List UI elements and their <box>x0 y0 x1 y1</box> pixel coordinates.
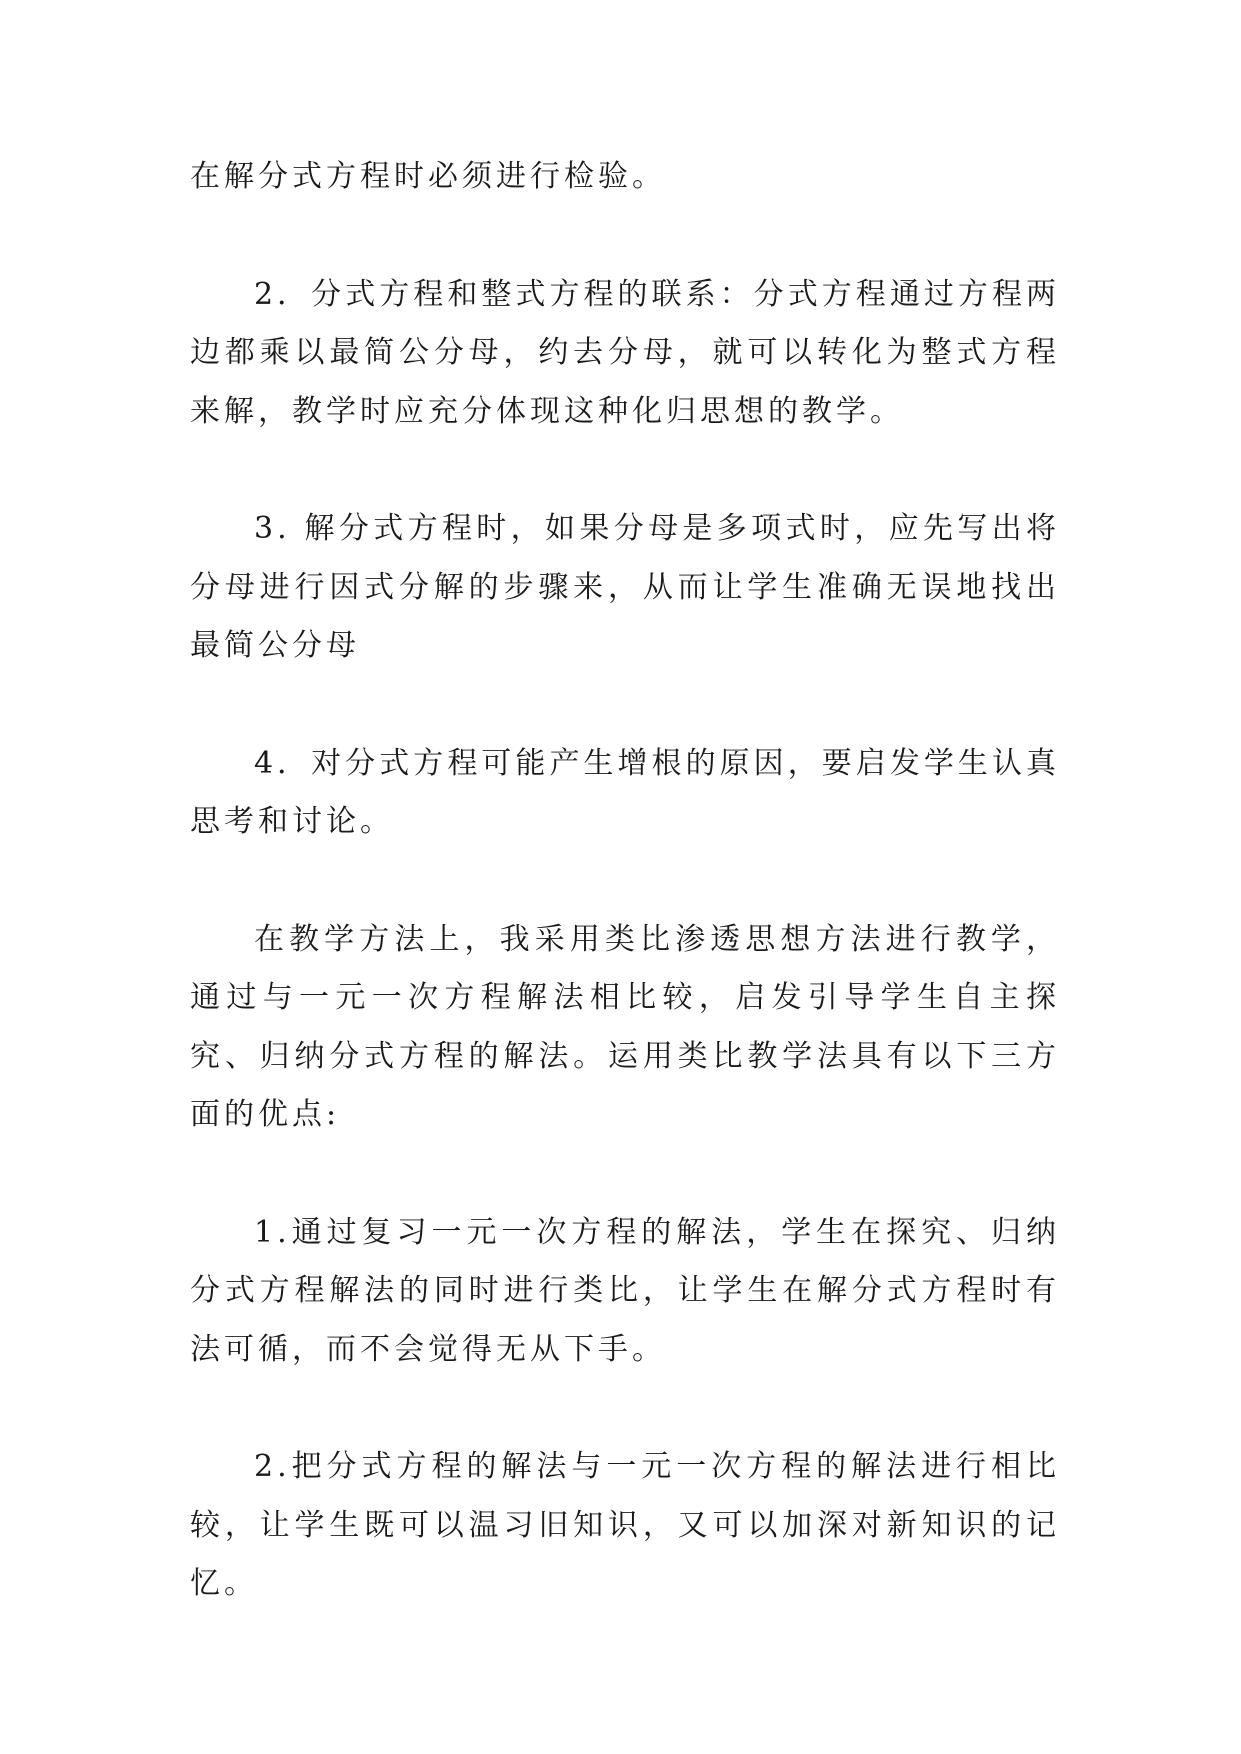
paragraph-point-4-extraneous-root: 4．对分式方程可能产生增根的原因，要启发学生认真思考和讨论。 <box>190 745 1060 839</box>
paragraph-point-3-denominator: 3. 解分式方程时，如果分母是多项式时，应先写出将分母进行因式分解的步骤来，从而让学生准确无误地找出最简公分母 <box>190 511 1060 663</box>
paragraph-advantage-1: 1.通过复习一元一次方程的解法，学生在探究、归纳分式方程解法的同时进行类比，让学生在解分式方程时有法可循，而不会觉得无从下手。 <box>190 1214 1060 1367</box>
paragraph-check-solution: 在解分式方程时必须进行检验。 <box>190 159 666 194</box>
paragraph-point-2-relation: 2．分式方程和整式方程的联系：分式方程通过方程两边都乘以最简公分母，约去分母，就可以转化为整式方程来解，教学时应充分体现这种化归思想的教学。 <box>190 276 1060 429</box>
paragraph-advantage-2: 2.把分式方程的解法与一元一次方程的解法进行相比较，让学生既可以温习旧知识，又可以加深对新知识的记忆。 <box>190 1449 1060 1601</box>
paragraph-teaching-method: 在教学方法上，我采用类比渗透思想方法进行教学，通过与一元一次方程解法相比较，启发引导学生自主探究、归纳分式方程的解法。运用类比教学法具有以下三方面的优点: <box>190 921 1060 1132</box>
document-body <box>190 148 1060 1673</box>
